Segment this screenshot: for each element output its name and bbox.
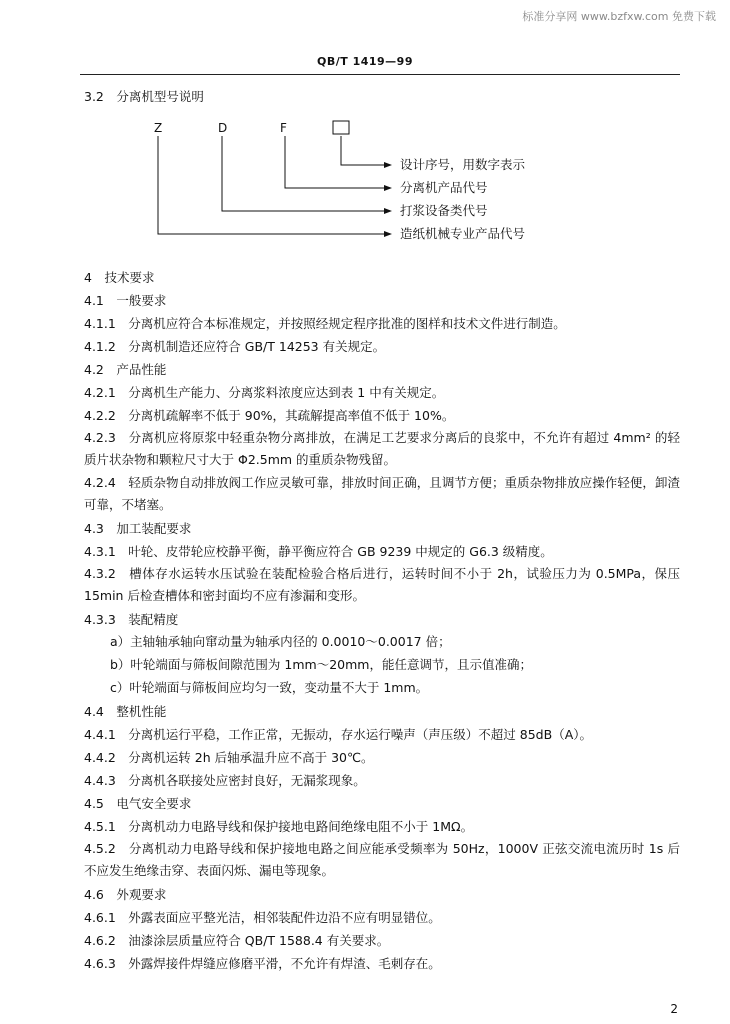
arrow-4 — [384, 231, 392, 237]
connector-line-2 — [285, 136, 384, 188]
clause-4-2-1: 4.2.1 分离机生产能力、分离浆料浓度应达到表 1 中有关规定。 — [84, 385, 445, 400]
diagram-label-product-code: 分离机产品代号 — [400, 180, 488, 195]
connector-line-3 — [222, 136, 384, 211]
clause-4-2-3: 4.2.3 分离机应将原浆中轻重杂物分离排放，在满足工艺要求分离后的良浆中，不允许有超过 4mm² 的轻质片状杂物和颗粒尺寸大于 Φ2.5mm 的重质杂物残留。 — [84, 430, 680, 467]
connector-line-1 — [341, 136, 384, 165]
clause-4-4-3: 4.4.3 分离机各联接处应密封良好，无漏浆现象。 — [84, 773, 366, 788]
clause-4-5: 4.5 电气安全要求 — [84, 796, 192, 811]
clause-4-4: 4.4 整机性能 — [84, 704, 167, 719]
watermark-text: 标准分享网 www.bzfxw.com 免费下载 — [522, 10, 716, 23]
clause-4-6-2: 4.6.2 油漆涂层质量应符合 QB/T 1588.4 有关要求。 — [84, 933, 390, 948]
clause-4-1-2: 4.1.2 分离机制造还应符合 GB/T 14253 有关规定。 — [84, 339, 386, 354]
connector-line-4 — [158, 136, 384, 234]
code-letter-f: F — [280, 121, 287, 135]
clause-4-6-3: 4.6.3 外露焊接件焊缝应修磨平滑，不允许有焊渣、毛刺存在。 — [84, 956, 441, 971]
clause-4-2-2: 4.2.2 分离机疏解率不低于 90%，其疏解提高率值不低于 10%。 — [84, 408, 455, 423]
clause-4-3: 4.3 加工装配要求 — [84, 521, 192, 536]
arrow-3 — [384, 208, 392, 214]
clause-4-3-2: 4.3.2 槽体存水运转水压试验在装配检验合格后进行，运转时间不小于 2h，试验压力为 0.5MPa，保压 15min 后检查槽体和密封面均不应有渗漏和变形。 — [84, 566, 680, 603]
section-3-2-title: 3.2 分离机型号说明 — [84, 89, 204, 104]
clause-4-4-2: 4.4.2 分离机运转 2h 后轴承温升应不高于 30℃。 — [84, 750, 374, 765]
diagram-label-equipment-class: 打浆设备类代号 — [400, 203, 488, 218]
design-number-box — [333, 121, 349, 134]
clause-4-2-4: 4.2.4 轻质杂物自动排放阀工作应灵敏可靠，排放时间正确，且调节方便；重质杂物排放应操作轻便，卸渣可靠，不堵塞。 — [84, 475, 680, 512]
item-4-3-3-a: a）主轴轴承轴向窜动量为轴承内径的 0.0010～0.0017 倍； — [110, 634, 451, 649]
code-letter-z: Z — [154, 121, 163, 135]
item-4-3-3-b: b）叶轮端面与筛板间隙范围为 1mm～20mm，能任意调节，且示值准确； — [110, 657, 532, 672]
clause-4-3-3: 4.3.3 装配精度 — [84, 612, 179, 627]
standard-code-header: QB/T 1419—99 — [316, 55, 413, 68]
clause-4-6: 4.6 外观要求 — [84, 887, 167, 902]
item-4-3-3-c: c）叶轮端面与筛板间应均匀一致，变动量不大于 1mm。 — [110, 680, 429, 695]
clause-4-3-1: 4.3.1 叶轮、皮带轮应校静平衡，静平衡应符合 GB 9239 中规定的 G6.3 级精度。 — [84, 544, 553, 559]
clause-4-4-1: 4.4.1 分离机运行平稳，工作正常，无振动，存水运行噪声（声压级）不超过 85dB（A）。 — [84, 727, 592, 742]
clause-4-1-1: 4.1.1 分离机应符合本标准规定，并按照经规定程序批准的图样和技术文件进行制造。 — [84, 316, 566, 331]
code-letter-d: D — [218, 121, 228, 135]
clause-4-1: 4.1 一般要求 — [84, 293, 167, 308]
page-number: 2 — [670, 1002, 678, 1016]
section-4-title: 4 技术要求 — [84, 270, 155, 285]
clause-4-6-1: 4.6.1 外露表面应平整光洁，相邻装配件边沿不应有明显错位。 — [84, 910, 441, 925]
diagram-label-design-number: 设计序号，用数字表示 — [400, 157, 526, 172]
arrow-1 — [384, 162, 392, 168]
arrow-2 — [384, 185, 392, 191]
clause-4-5-2: 4.5.2 分离机动力电路导线和保护接地电路之间应能承受频率为 50Hz，1000V 正弦交流电流历时 1s 后不应发生绝缘击穿、表面闪烁、漏电等现象。 — [84, 841, 680, 878]
clause-4-5-1: 4.5.1 分离机动力电路导线和保护接地电路间绝缘电阻不小于 1MΩ。 — [84, 819, 474, 834]
diagram-label-industry-code: 造纸机械专业产品代号 — [400, 226, 526, 241]
clause-4-2: 4.2 产品性能 — [84, 362, 167, 377]
